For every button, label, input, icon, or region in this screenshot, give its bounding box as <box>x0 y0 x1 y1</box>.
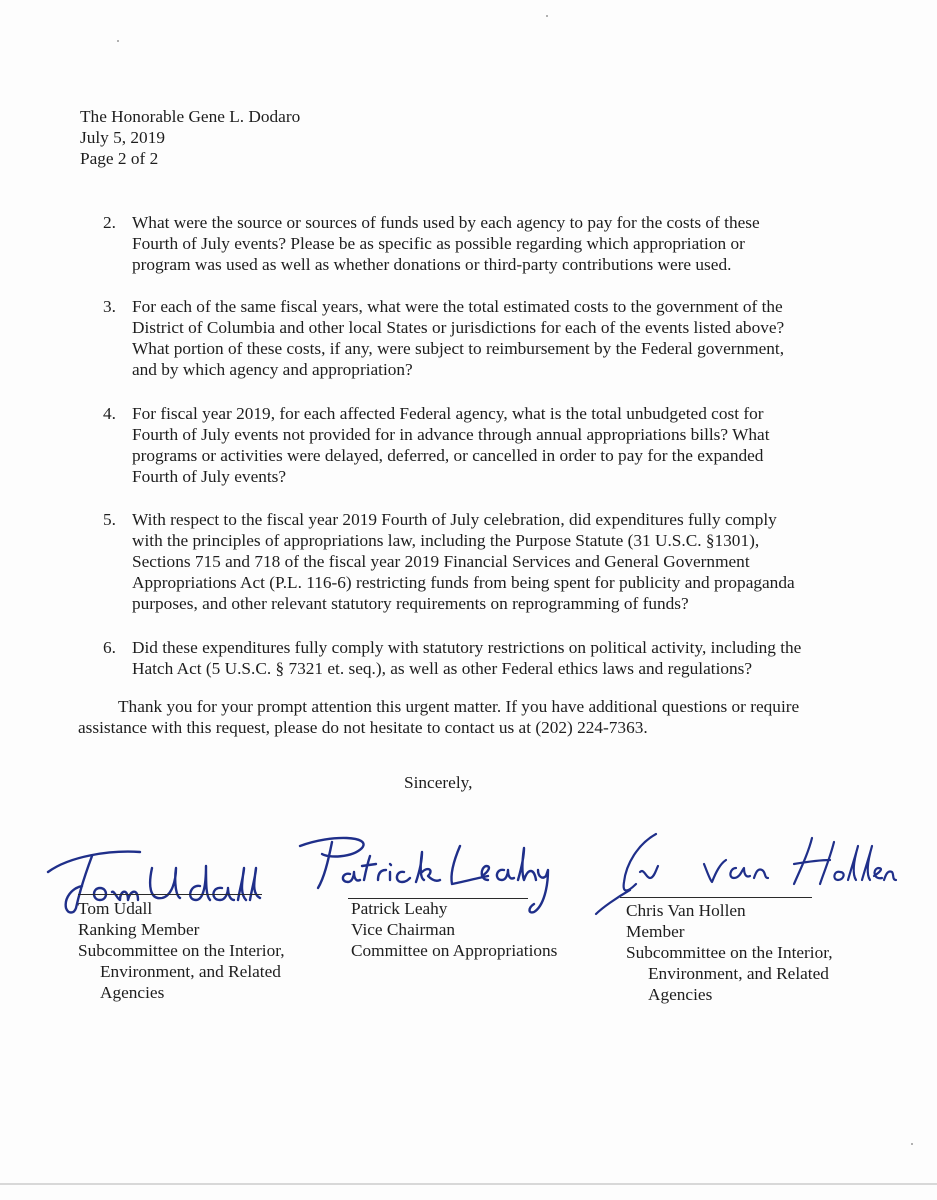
question-line: Sections 715 and 718 of the fiscal year 2019 Financial Services and General Government <box>132 552 750 571</box>
question-number: 3. <box>103 297 116 316</box>
signature-line <box>78 894 262 895</box>
signatory-block-van-hollen <box>626 900 833 1005</box>
closing-line: assistance with this request, please do not hesitate to contact us at (202) 224-7363. <box>78 718 648 737</box>
question-text <box>132 509 867 614</box>
question-line: For fiscal year 2019, for each affected Federal agency, what is the total unbudgeted cost for <box>132 404 764 423</box>
question-number: 6. <box>103 638 116 657</box>
question-line: Did these expenditures fully comply with statutory restrictions on political activity, including the <box>132 638 802 657</box>
question-number: 2. <box>103 213 116 232</box>
signatory-org: Environment, and Related <box>100 962 281 981</box>
scan-speck <box>546 15 548 17</box>
question-line: and by which agency and appropriation? <box>132 360 413 379</box>
signatory-org: Environment, and Related <box>648 964 829 983</box>
scan-speck <box>911 1143 913 1145</box>
question-line: Appropriations Act (P.L. 116-6) restricting funds from being spent for publicity and propaganda <box>132 573 795 592</box>
sign-off: Sincerely, <box>404 773 473 792</box>
signatory-title: Ranking Member <box>78 920 200 939</box>
scan-edge <box>0 1183 937 1185</box>
signature-line <box>620 897 812 898</box>
addressee: The Honorable Gene L. Dodaro <box>80 107 301 126</box>
signatory-org: Agencies <box>648 985 713 1004</box>
signatory-org: Subcommittee on the Interior, <box>78 941 285 960</box>
signatory-block-udall <box>78 898 285 1003</box>
closing-paragraph <box>78 696 858 738</box>
signatory-title: Member <box>626 922 685 941</box>
question-number: 4. <box>103 404 116 423</box>
question-line: District of Columbia and other local States or jurisdictions for each of the events listed above? <box>132 318 785 337</box>
question-line: Fourth of July events? <box>132 467 287 486</box>
question-line: For each of the same fiscal years, what were the total estimated costs to the government of the <box>132 297 783 316</box>
signatory-name: Patrick Leahy <box>351 899 448 918</box>
signatory-block-leahy <box>351 898 557 961</box>
question-text <box>132 403 867 487</box>
scan-speck <box>117 40 119 42</box>
question-line: purposes, and other relevant statutory requirements on reprogramming of funds? <box>132 594 689 613</box>
question-line: program was used as well as whether donations or third-party contributions were used. <box>132 255 732 274</box>
question-number: 5. <box>103 510 116 529</box>
signatory-org: Subcommittee on the Interior, <box>626 943 833 962</box>
question-line: with the principles of appropriations law, including the Purpose Statute (31 U.S.C. §1301), <box>132 531 760 550</box>
page-number: Page 2 of 2 <box>80 149 159 168</box>
question-text <box>132 296 867 380</box>
question-line: Hatch Act (5 U.S.C. § 7321 et. seq.), as well as other Federal ethics laws and regulations? <box>132 659 753 678</box>
closing-line: Thank you for your prompt attention this urgent matter. If you have additional questions or require <box>118 697 800 716</box>
question-line: What were the source or sources of funds used by each agency to pay for the costs of these <box>132 213 760 232</box>
question-line: Fourth of July events not provided for in advance through annual appropriations bills? What <box>132 425 770 444</box>
signatory-org: Committee on Appropriations <box>351 941 558 960</box>
letter-header <box>80 106 300 169</box>
signatory-name: Chris Van Hollen <box>626 901 746 920</box>
signatory-title: Vice Chairman <box>351 920 456 939</box>
question-line: Fourth of July events? Please be as specific as possible regarding which appropriation or <box>132 234 745 253</box>
question-line: What portion of these costs, if any, were subject to reimbursement by the Federal government, <box>132 339 785 358</box>
question-line: With respect to the fiscal year 2019 Fourth of July celebration, did expenditures fully comply <box>132 510 777 529</box>
letter-date: July 5, 2019 <box>80 128 165 147</box>
question-text <box>132 212 867 275</box>
signatory-org: Agencies <box>100 983 165 1002</box>
question-line: programs or activities were delayed, deferred, or cancelled in order to pay for the expanded <box>132 446 764 465</box>
question-text <box>132 637 867 679</box>
signatory-name: Tom Udall <box>78 899 153 918</box>
